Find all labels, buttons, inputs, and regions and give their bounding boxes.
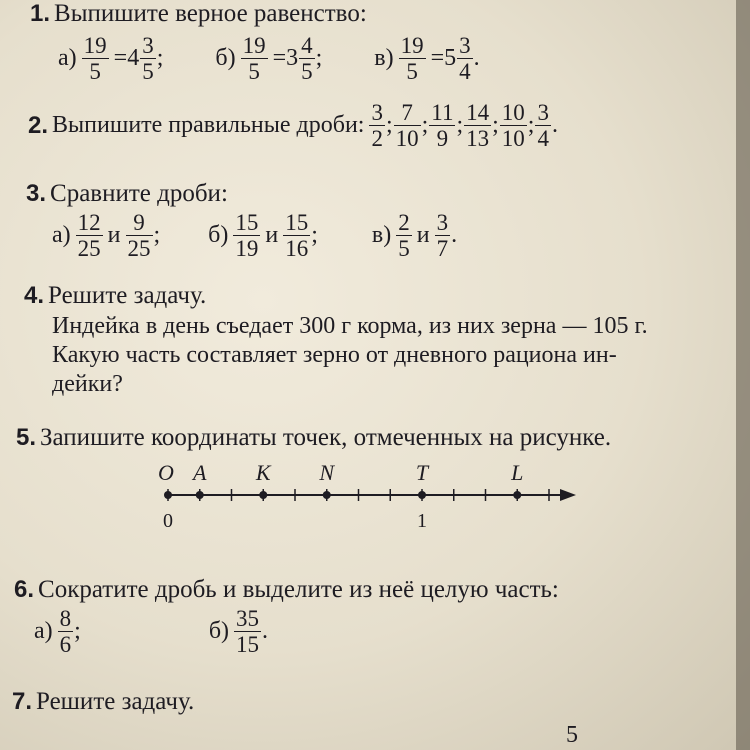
task1-options: а) $\frac{19}{5}$ =4 $\frac{3}{5}$ ; б) $\frac{19}{5}$ =3 $\frac{4}{5}$ ; в) $\frac{19}{5}$ =5 $\frac{3}{4}$ . (58, 33, 480, 84)
task6-b-label: б) (208, 618, 230, 644)
number-line-point-label: T (415, 460, 429, 485)
number-line-arrow (560, 489, 576, 501)
task1-title: Выпишите верное равенство: (54, 0, 367, 27)
task3-options: а) $\frac{12}{25}$ и $\frac{9}{25}$ ; б) $\frac{15}{19}$ и $\frac{15}{16}$ ; в) $\frac{2}{5}$ и $\frac{3}{7}$ . (52, 210, 458, 261)
task1-b-fraction: $\frac{19}{5}$ (242, 33, 266, 84)
task7-number: 7. (12, 688, 33, 715)
task2-fraction: $\frac{7}{10}$ (395, 100, 419, 151)
task1-a-fraction: $\frac{19}{5}$ (83, 33, 107, 84)
task2-fraction: $\frac{14}{13}$ (466, 100, 490, 151)
task4-number: 4. (24, 282, 45, 309)
task3-c-label: в) (371, 222, 392, 248)
task4-heading (24, 282, 206, 310)
task3-title: Сравните дроби: (50, 180, 228, 207)
task2-number: 2. (28, 111, 49, 139)
number-line-tick-label: 0 (163, 510, 173, 532)
number-line-point-L (513, 491, 521, 499)
number-line-point-O (164, 491, 172, 499)
task1-c-mixed: $\frac{3}{4}$ (459, 33, 471, 84)
task7-heading (12, 688, 194, 716)
task6-number: 6. (14, 576, 35, 603)
task1-number: 1. (30, 0, 51, 27)
task3-a-label: а) (52, 222, 71, 248)
task2-fraction: $\frac{3}{4}$ (537, 100, 549, 151)
number-line-point-label: A (193, 460, 207, 485)
number-line-point-A (196, 491, 204, 499)
task1-c-fraction: $\frac{19}{5}$ (400, 33, 424, 84)
task7-title: Решите задачу. (36, 688, 195, 715)
task2-fraction: $\frac{3}{2}$ (371, 100, 383, 151)
task1-b-mixed: $\frac{4}{5}$ (301, 33, 313, 84)
task7-fragment: 5 (566, 722, 578, 748)
task4-text-line2: Какую часть составляет зерно от дневного рациона ин- (52, 342, 617, 368)
number-line-point-N (323, 491, 331, 499)
task1-a-label: а) (58, 45, 77, 71)
number-line-tick-label: 1 (417, 510, 427, 532)
task6-heading (14, 576, 559, 604)
number-line-point-T (418, 491, 426, 499)
task5-number: 5. (16, 424, 37, 451)
task4-title: Решите задачу. (48, 282, 207, 309)
task2-fraction: $\frac{11}{9}$ (431, 100, 454, 151)
number-line-point-K (259, 491, 267, 499)
task1-c-label: в) (374, 45, 394, 71)
task2-title: Выпишите правильные дроби: (52, 112, 365, 138)
task1-a-mixed: $\frac{3}{5}$ (142, 33, 154, 84)
task6-a-label: а) (34, 618, 53, 644)
number-line-figure (0, 455, 750, 535)
task4-text-line3: дейки? (52, 371, 123, 397)
task5-title: Запишите координаты точек, отмеченных на рисунке. (40, 424, 612, 451)
task2-fraction: $\frac{10}{10}$ (501, 100, 525, 151)
task4-text-line1: Индейка в день съедает 300 г корма, из них зерна — 105 г. (52, 313, 648, 339)
number-line-point-label: K (255, 460, 271, 485)
task3-heading (26, 180, 228, 208)
task1-heading (30, 0, 367, 28)
task3-b-label: б) (208, 222, 229, 248)
task2-fraction-list: $\frac{3}{2}$ ; $\frac{7}{10}$ ; $\frac{11}{9}$ ; $\frac{14}{13}$ ; $\frac{10}{10}$ ; $\frac{3}{4}$ . (371, 100, 558, 151)
page-edge-shadow (736, 0, 750, 750)
task2-row (28, 100, 558, 151)
number-line-point-label: L (511, 460, 524, 485)
task6-title: Сократите дробь и выделите из неё целую часть: (38, 576, 559, 603)
task1-b-label: б) (215, 45, 236, 71)
number-line-point-label: N (319, 460, 335, 485)
task3-number: 3. (26, 180, 47, 207)
task5-heading (16, 424, 611, 452)
task6-options: а) $\frac{8}{6}$ ; б) $\frac{35}{15}$ . (34, 606, 269, 657)
number-line-point-label: O (158, 460, 174, 485)
